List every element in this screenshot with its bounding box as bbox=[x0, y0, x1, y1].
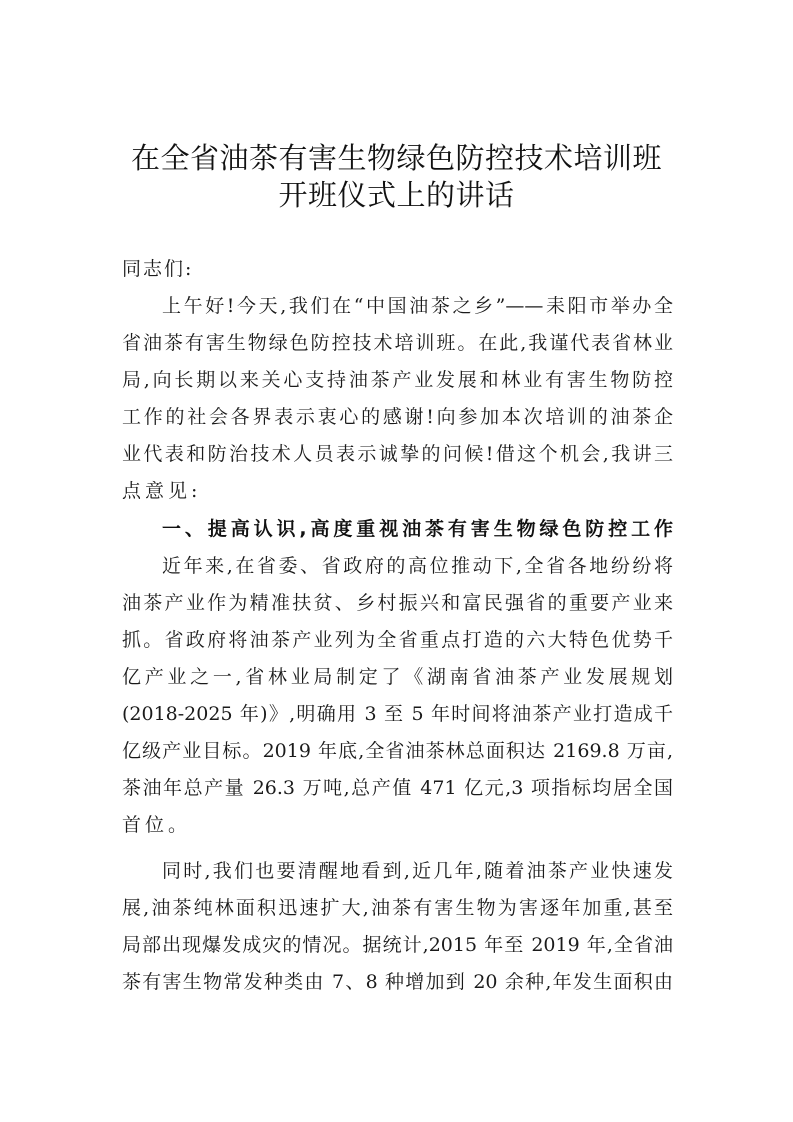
section-paragraph-1-line-3: 抓。省政府将油茶产业列为全省重点打造的六大特色优势千 bbox=[122, 629, 673, 651]
section-paragraph-1-line-2: 油茶产业作为精准扶贫、乡村振兴和富民强省的重要产业来 bbox=[122, 592, 673, 614]
section-paragraph-1-line-6: 亿级产业目标。2019 年底,全省油茶林总面积达 2169.8 万亩, bbox=[122, 740, 673, 762]
section-paragraph-1-line-5: (2018-2025 年)》,明确用 3 至 5 年时间将油茶产业打造成千 bbox=[122, 703, 673, 725]
section-paragraph-2-line-1: 同时,我们也要清醒地看到,近几年,随着油茶产业快速发 bbox=[162, 860, 673, 882]
section-paragraph-1-line-4: 亿产业之一,省林业局制定了《湖南省油茶产业发展规划 bbox=[122, 666, 673, 688]
salutation: 同志们: bbox=[122, 258, 194, 280]
paragraph-1-line-2: 省油茶有害生物绿色防控技术培训班。在此,我谨代表省林业 bbox=[122, 332, 673, 354]
section-paragraph-1-line-7: 茶油年总产量 26.3 万吨,总产值 471 亿元,3 项指标均居全国 bbox=[122, 777, 673, 799]
section-heading-1: 一、提高认识,高度重视油茶有害生物绿色防控工作 bbox=[162, 518, 673, 540]
paragraph-1-line-1: 上午好!今天,我们在“中国油茶之乡”——耒阳市举办全 bbox=[162, 295, 673, 317]
section-paragraph-1-line-1: 近年来,在省委、省政府的高位推动下,全省各地纷纷将 bbox=[162, 555, 673, 577]
document-title-line-1: 在全省油茶有害生物绿色防控技术培训班 bbox=[130, 141, 662, 175]
section-paragraph-2-line-4: 茶有害生物常发种类由 7、8 种增加到 20 余种,年发生面积由 bbox=[122, 971, 673, 993]
section-paragraph-2-line-3: 局部出现爆发成灾的情况。据统计,2015 年至 2019 年,全省油 bbox=[122, 934, 673, 956]
paragraph-1-line-5: 业代表和防治技术人员表示诚挚的问候!借这个机会,我讲三 bbox=[122, 443, 673, 465]
section-paragraph-2-line-2: 展,油茶纯林面积迅速扩大,油茶有害生物为害逐年加重,甚至 bbox=[122, 897, 673, 919]
section-paragraph-1-line-8: 首位。 bbox=[122, 814, 192, 836]
document-title-line-2: 开班仪式上的讲话 bbox=[278, 178, 515, 212]
paragraph-1-line-6: 点意见: bbox=[122, 480, 202, 502]
paragraph-1-line-4: 工作的社会各界表示衷心的感谢!向参加本次培训的油茶企 bbox=[122, 406, 673, 428]
paragraph-1-line-3: 局,向长期以来关心支持油茶产业发展和林业有害生物防控 bbox=[122, 369, 673, 391]
